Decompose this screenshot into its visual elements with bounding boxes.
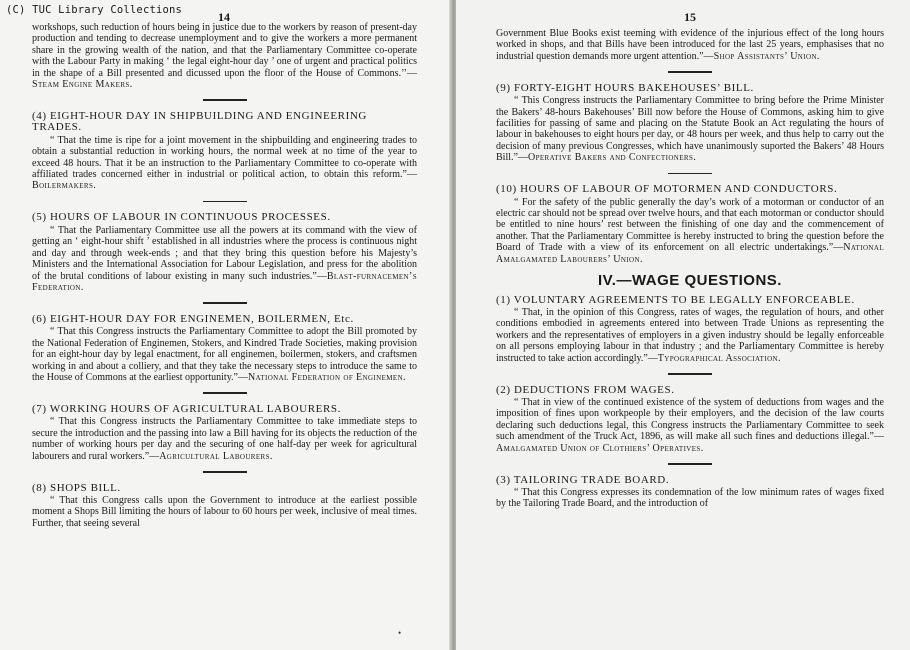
resolution-text — [32, 135, 417, 192]
resolution-text — [496, 197, 884, 265]
divider-rule — [668, 463, 712, 465]
divider-rule — [668, 373, 712, 375]
divider-rule — [203, 99, 247, 101]
divider-rule — [203, 302, 247, 304]
resolution-body: “ That in view of the continued existence of the system of deductions from wages and the imposition of fines upon workpeople by their employers, and the decision of the law courts declaring such deductions legal, this Congress instructs the Parliamentary Committee to seek such amendment of the Truck Act, 1896, as will make all such fines and deductions illegal.”— — [496, 396, 884, 443]
resolution-signature: Boilermakers. — [32, 180, 97, 192]
page-number-right: 15 — [684, 10, 696, 24]
resolution-text — [32, 225, 417, 293]
intro-signature: Steam Engine Makers. — [32, 79, 133, 91]
page-mark: • — [398, 628, 402, 638]
resolution-signature: National Amalgamated Labourers’ Union. — [496, 242, 884, 265]
resolution-body: “ That this Congress instructs the Parliamentary Committee to adopt the Bill promoted by the National Federation of Enginemen, Stokers, and Kindred Trade Societies, making provision for an eight-hour day by legal enactment, for all enginemen, boilermen, stokers, and craftsmen working in and about a colliery, and that they take the necessary steps to introduce the same to the House of Commons at the earliest opportunity.”— — [32, 326, 417, 383]
resolution-body: “ That the Parliamentary Committee use all the powers at its command with the view of getting an ‘ eight-hour shift ’ established in all industries where the process is continuous night and day and through week-ends ; and that they bring this question before his Majesty’s Ministers and the International Association for Labour Legislation, and press for the abolition of the brutal conditions of labour existing in many such industries.”— — [32, 224, 417, 282]
resolution-heading: (4) EIGHT-HOUR DAY IN SHIPBUILDING AND ENGINEERING TRADES. — [32, 110, 367, 134]
resolution-text — [496, 307, 884, 364]
intro-text: Government Blue Books exist teeming with evidence of the injurious effect of the long hours worked in shops, and that Bills have been introduced for the last 25 years, emphasises that no industrial question demands more urgent attention.”— — [496, 28, 884, 62]
resolution-signature: Blast-furnacemen’s Federation. — [32, 270, 417, 293]
resolution-heading: (10) HOURS OF LABOUR OF MOTORMEN AND CONDUCTORS. — [496, 183, 838, 196]
resolution-text — [496, 95, 884, 163]
resolution-heading: (6) EIGHT-HOUR DAY FOR ENGINEMEN, BOILERMEN, Etc. — [32, 312, 354, 325]
resolution-text — [32, 416, 417, 462]
resolution-heading: (1) VOLUNTARY AGREEMENTS TO BE LEGALLY ENFORCEABLE. — [496, 293, 855, 306]
section-title: IV.—WAGE QUESTIONS. — [598, 272, 782, 290]
resolution-signature: Amalgamated Union of Clothiers’ Operatives. — [496, 442, 704, 454]
resolution-text — [32, 326, 417, 383]
divider-rule — [203, 201, 247, 203]
resolution-heading: (8) SHOPS BILL. — [32, 481, 121, 494]
resolution-body: “ That this Congress instructs the Parliamentary Committee to take immediate steps to secure the introduction and the passing into law a Bill having for its objects the reduction of the number of working hours per day and the securing of one half-day per week for agricultural labourers and rural workers.”— — [32, 416, 417, 462]
intro-paragraph — [496, 28, 884, 62]
left-column — [32, 22, 417, 529]
resolution-body: “ That the time is ripe for a joint movement in the shipbuilding and engineering trades to obtain a substantial reduction in working hours, the normal week at no time of the year to exceed 48 hours. That it be an instruction to the Parliamentary Committee to co-operate with affiliated trades concerned either in industrial or political action, to obtain this reform.”— — [32, 134, 417, 181]
resolution-signature: Operative Bakers and Confectioners. — [527, 152, 697, 164]
resolution-heading: (7) WORKING HOURS OF AGRICULTURAL LABOURERS. — [32, 402, 341, 415]
copyright-notice: (C) TUC Library Collections — [6, 4, 183, 16]
resolution-signature: Typographical Association. — [657, 352, 781, 364]
intro-signature: Shop Assistants’ Union. — [713, 50, 820, 62]
right-page — [456, 0, 910, 650]
page-number-left: 14 — [218, 10, 230, 24]
divider-rule — [203, 392, 247, 394]
intro-text: workshops, such reduction of hours being in justice due to the workers by reason of present-day production and tending to decrease unemployment and to give the workers a more permanent share in the growing wealth of the nation, and that the Parliamentary Committee co-operate with the Labour Party in making ‘ the legal eight-hour day ’ one of urgent and practical politics in the shape of a Bill presented and dicussed upon the floor of the House of Commons.’’— — [32, 22, 417, 79]
resolution-body: “ That, in the opinion of this Congress, rates of wages, the regulation of hours, and other conditions embodied in agreements entered into between Trade Unions as representing the workers and the representatives of employers in a given industry should be legally enforceable on all persons employing labour in that industry ; and the Parliamentary Committee is hereby instructed to take action accordingly.”— — [496, 306, 884, 364]
resolution-heading: (9) FORTY-EIGHT HOURS BAKEHOUSES’ BILL. — [496, 81, 754, 94]
resolution-body: “ That this Congress expresses its condemnation of the low minimum rates of wages fixed by the Tailoring Trade Board, and the introduction of — [496, 486, 884, 510]
resolution-signature: Agricultural Labourers. — [159, 450, 273, 462]
right-column — [496, 28, 884, 510]
resolution-heading: (3) TAILORING TRADE BOARD. — [496, 473, 670, 486]
resolution-body: “ This Congress instructs the Parliamentary Committee to bring before the Prime Minister the Bakers’ 48-hours Bakehouses’ Bill now before the House of Commons, asking him to give facilities for passing of same and placing on the Statute Book an Act regulating the hours of labour in bakehouses to eight hours per day, or 48 hours per week, and thus help to carry out the decision of many previous Congresses, which have unanimously suported the Bakers’ 48 Hours Bill.”— — [496, 95, 884, 164]
resolution-body: “ For the safety of the public generally the day’s work of a motorman or conductor of an electric car should not be spread over twelve hours, and that each motorman or conductor should be entitled to nine hours’ rest between the finishing of one day and the commencement of another. That the Parliamentary Committee is hereby instructed to bring the question before the Board of Trade with a view of its enforcement on all electric undertakings.”— — [496, 196, 884, 254]
divider-rule — [203, 471, 247, 473]
resolution-text — [496, 397, 884, 454]
resolution-body: “ That this Congress calls upon the Government to introduce at the earliest possible moment a Shops Bill limiting the hours of labour to 60 hours per week, inclusive of meal times. Further, that seeing several — [32, 494, 417, 529]
resolution-text — [32, 495, 417, 529]
divider-rule — [668, 71, 712, 73]
resolution-signature: National Federation of Enginemen. — [247, 371, 406, 383]
intro-paragraph — [32, 22, 417, 90]
left-page — [0, 0, 452, 650]
resolution-heading: (5) HOURS OF LABOUR IN CONTINUOUS PROCESSES. — [32, 211, 331, 224]
resolution-text — [496, 487, 884, 510]
divider-rule — [668, 173, 712, 175]
resolution-heading: (2) DEDUCTIONS FROM WAGES. — [496, 383, 675, 396]
